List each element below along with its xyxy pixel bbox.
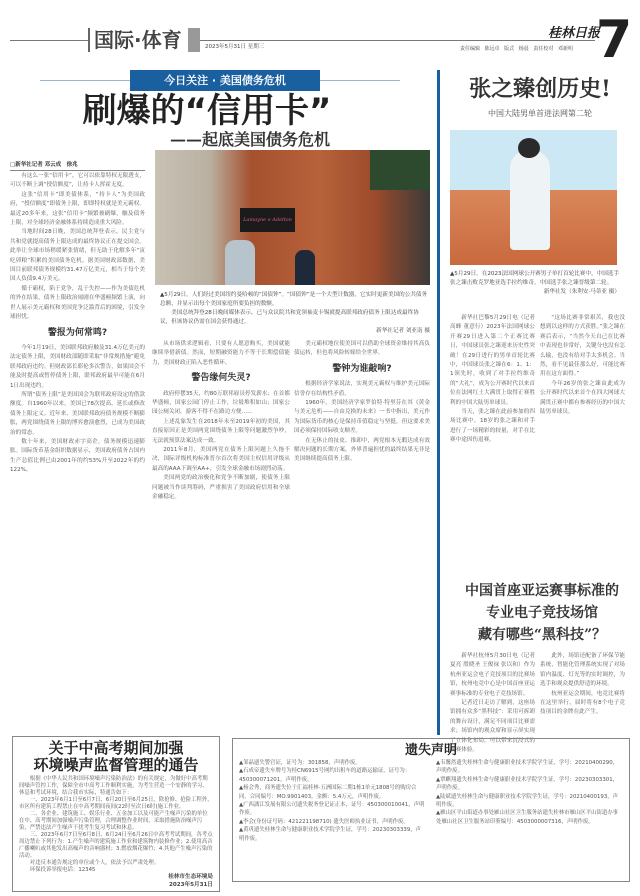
lost-item: ▲陆斌遗失桂林生命与健康职业技术学院学生证，学号：20210400193，声明作废。	[436, 793, 619, 809]
lead-headline: 刷爆的“信用卡”	[82, 91, 332, 131]
page-number: 7	[596, 10, 633, 70]
section-marker	[188, 28, 200, 52]
header-rule	[10, 40, 88, 41]
paragraph: 记者近日走访了解到，这座场馆拥有众多“黑科技”：采用可拆卸的舞台设计，满足不同项目比赛需求；场馆内的观众席和显示屏实现了立体化布局，可以带来沉浸式的观赛体验。	[450, 700, 535, 754]
paragraph: 1960年，美国经济学家罗伯特·特里芬在其《黄金与美元危机——自由兑换的未来》一书中指出，美元作为国际货币的核心是保持币值稳定与坚挺，但这要求美国必须保持国际收支顺差。	[294, 400, 430, 435]
lost-item: ▲黄巩遗失桂林生命与健康职业技术学院学生证，学号：20230303339，声明作废。	[239, 827, 422, 842]
lost-notices	[232, 738, 630, 882]
paragraph: 对违反本通告规定的单位或个人，依法予以严肃处理。	[29, 860, 160, 866]
lost-item: ▲广西漓江发展有限公司遗失税务登记证正本，证号：450300010041，声明作废。	[239, 802, 425, 817]
lead-column-3	[294, 340, 430, 732]
debt-clock-photo	[155, 150, 430, 285]
paragraph: 环保投诉举报电话：12345	[29, 867, 96, 873]
caption-text: ▲5月29日，人们经过美国纽约曼哈顿的“国债钟”。“国债钟”是一个大型计数器，它实时更新美国的公共债务总额，并显示出每个美国家庭所要负担的数额。	[160, 292, 428, 307]
paragraph: 三、2023年6月7日至6月8日、6月24日至6月26日中高考考试期间，各考点周边禁止下列行为：1.产生噪声的建筑施工作业和建筑物内装修作业；2.使用高音广播喇叭或其他发出高噪声的音响器材；3.燃放烟花爆竹；4.其他产生噪声污染的活动。	[19, 832, 213, 859]
player	[510, 150, 550, 250]
feature-column-1	[450, 652, 535, 754]
paragraph: 此外，场馆还配备了环保节能系统，智能化管理系统实现了对场馆内温度、灯光等的实时调控，为选手和观众提供舒适的环境。	[540, 653, 625, 688]
photo-credit: 新华社发（朱利安·马蒂亚 摄）	[543, 289, 620, 295]
photo-caption	[160, 291, 430, 336]
sports-photo-caption	[450, 270, 620, 297]
issue-date: 2023年5月31日 星期三	[205, 44, 265, 50]
paragraph: 数十年来，美国财政赤字高企，债务规模迅速膨胀。国际货币基金组织数据显示，美国政府债务占国内生产总值比例已由2001年的约53%升至2022年的约122%。	[10, 438, 145, 474]
player-head	[518, 138, 540, 158]
notice-title: 关于中高考期间加强	[48, 739, 184, 757]
lost-item: ▲李会(身份证号码：421221198710) 遗失医师执业证书，声明作废。	[239, 818, 409, 825]
paragraph: 新华社巴黎5月29日电（记者 高蜂 董意行）2023年法国网球公开赛29日进入第二个正赛比赛日，中国球员张之臻迎来历史性突破！在29日进行的男单首轮比赛中，中国球员张之臻在6：1、1：1领先时，收到了对手拉约维奇的“大礼”，成为公开赛时代以来首位在法网红土大满贯上取得正赛胜利的中国大陆男单球员。	[450, 315, 535, 406]
sports-column-2	[540, 314, 625, 570]
paragraph: 当地时间28日晚，美国总统拜登表示，民主党与共和党就提高债务上限达成的最终协议正在提交国会。此举让全球市场稍缓紧张情绪，但无助于化解多年“寅吃卯粮”积累的美国债务危机。据美国财政部数据，美国目前联邦债务规模约31.47万亿美元，相当于每个美国人负债9.4万美元。	[10, 229, 145, 283]
noise-notice	[12, 736, 220, 892]
sports-column-1	[450, 314, 535, 570]
headline-line: 藏有哪些“黑科技”？	[477, 627, 607, 643]
lost-item: ▲石成帝遗失车牌号为桂CN6915号网约出租车的道路运输证，证号为：450300071201，声明作废。	[239, 768, 411, 783]
lead-column-1	[10, 172, 145, 732]
paragraph: 有这么一张“信用卡”，它可以依靠特权无限透支，可以不断上调“授信额度”，让持卡人挥霍无度。	[10, 173, 145, 189]
editors-credit: 责任编辑 陈远卓 版式 杨晨 责任校对 邓新明	[460, 46, 573, 52]
paragraph: 根据《中华人民共和国环境噪声污染防治法》的有关规定，为做好中高考期间噪声管控工作，保障全市中高考工作顺利实施，为考生营造一个安静的学习、休息和考试环境，结合我市实际，特通告如下：	[19, 776, 208, 796]
paragraph: 当天，张之臻在此前参加的四场比赛中，18岁的张之臻和对手进行了一场精彩的较量，对手在比赛中途因伤退赛。	[450, 409, 535, 444]
notice-issuer: 桂林市生态环境局	[168, 874, 213, 880]
paragraph: 新华社杭州5月30日电（记者 夏亮 殷晓圣 王俊禄 张以和）作为杭州亚运会电子竞技项目的比赛场馆，杭州电竞中心是中国首座亚运赛事标准的专业电子竞技场馆。	[450, 653, 535, 697]
lead-column-2	[152, 340, 290, 732]
lead-subheadline: ——起底美国债务危机	[170, 130, 331, 149]
pedestrian	[225, 240, 255, 285]
topic-banner: 今日关注 · 美国债务危机	[130, 70, 320, 91]
tennis-photo	[450, 130, 617, 265]
photo-credit: 新华社记者 刘亚南 摄	[376, 328, 430, 334]
paragraph: 从市场供求逻辑看，只要有人愿意购买，美国就能继续举借新债。然而，短期融资能力不等于长期偿债能力，美国财政正陷入恶性循环。	[152, 341, 290, 366]
shop-sign: Lamayne e Adelton	[240, 208, 295, 232]
lost-item: ▲韦馨然遗失桂林生命与健康职业技术学院学生证，学号：20210400290，声明作废。	[436, 760, 619, 775]
notice-date: 2023年5月31日	[168, 881, 213, 888]
paragraph: “这场比赛非常艰苦，我也没想到以这样的方式获胜。”张之臻在赛后表示，“当然今天自己在比赛中表现也非常好，关键分也没有怎么输，也没有给对手太多机会。当然，看不见最佳那么好，可能比赛用在这方面得。”	[540, 315, 625, 378]
pedestrian	[295, 250, 315, 285]
section-heading: 警报为何常鸣?	[47, 327, 108, 338]
lost-item: ▲杨会秀，商务遗失位于汇福桂林·五洲国际二期1栋1单元1808号的购房合同，合同编号：MO.9901403，金额：5.4万元，声明作废。	[239, 785, 417, 800]
notice-title: 环境噪声监督管理的通告	[33, 756, 199, 774]
lost-title: 遗失声明	[404, 743, 457, 758]
newspaper-logo: 桂林日报	[548, 26, 601, 41]
paragraph: 所谓“债务上限”是美国国会为联邦政府设定的借款额度。自1960年以来，美国已78次提高、延长或修改债务上限定义。近年来，美国联邦政府债务规模不断膨胀，两党围绕债务上限的博弈愈演愈烈，已成为美国政治的常态。	[10, 391, 145, 436]
caption-text: ▲5月29日，在2023法国网球公开赛男子单打首轮比赛中，中国选手张之臻击败克罗地亚选手拉约维奇。中国选手张之臻晋级第二轮。	[450, 271, 620, 286]
sports-headline: 张之臻创历史!	[469, 76, 611, 102]
debt-clock-sign	[370, 150, 430, 190]
section-title: 国际·体育	[88, 28, 182, 52]
paragraph: 循于霸权，陷于党争，乱于失控——作为美债危机的外在结果，债务上限政治闹剧在华盛顿频繁上演，向世人展示美元霸权和美国党争泛滥背后的困境，引发全球担忧。	[10, 285, 145, 321]
column-divider	[437, 70, 440, 735]
paragraph: 一、2023年6月1日至6月7日、6月20日至6月25日，除抢修、抢险工程外，市区所有建筑工程禁止在中高考期间夜间(22时至次日6时)施工作业。	[19, 797, 213, 810]
header-rule	[200, 40, 595, 41]
byline: □新华社记者 邓云成 徐兆	[10, 160, 145, 171]
notice-body	[19, 776, 213, 874]
headline-line: 专业电子竞技场馆	[486, 605, 598, 621]
lost-item: ▲覃麒翔遗失桂林生命与健康职业技术学院学生证，学号：20230303301，声明作废。	[436, 776, 619, 792]
paragraph: 美元霸权地位使美国可以借助全球资金维持其高负债运转，但也将风险转嫁给全世界。	[294, 341, 430, 357]
lost-item: ▲邹晶遗失警官证，证号为：301858，声明作废。	[239, 760, 361, 766]
headline-line: 中国首座亚运赛事标准的	[465, 583, 619, 599]
lost-items	[239, 759, 623, 877]
feature-headline	[452, 580, 632, 646]
lost-item: ▲雁山区平山街道办事处雁山社区卫生服务站遗失桂林市雁山区平山街道办事处雁山社区卫生服务站印鉴编号：4503000007316，声明作废。	[436, 810, 619, 825]
paragraph: 今年1月19日，美国联邦政府触及31.4万亿美元的法定债务上限，美国财政部随即采取“非常规措施”避免联邦政府违约。但财政部长耶伦多次警告，如果国会不能及时提高或暂停债务上限，联邦政府最早可能在6月1日出现违约。	[10, 344, 146, 389]
paragraph: 政府停摆35天，约80万联邦雇员停发薪水；在首都华盛顿，国家公园门停止工作，垃圾堆积如山；国家公园公厕关闭，游客不得不在路边方便……	[152, 390, 290, 416]
section-heading: 警告缘何失灵?	[191, 373, 251, 384]
paragraph: 上述乱象发生在2018年末至2019年初的美国，其直接原因正是美国两党围绕债务上限等问题激烈争吵，无法就预算法案达成一致。	[152, 418, 290, 444]
paragraph: 2011年8月，美国两党在债务上限问题上久拖不决，国际评级机构标准普尔首次将美国主权信用评级从最高的AAA下调至AA+，引发全球金融市场剧烈动荡。	[152, 447, 290, 472]
section-heading: 警钟为谁敲响?	[332, 363, 392, 374]
feature-column-2	[540, 652, 625, 732]
sports-subheadline: 中国大陆男单首进法网第二轮	[488, 109, 592, 118]
paragraph: 美国两党的政治极化和党争不断加剧，使债务上限问题被当作谈判筹码，严重损害了美国政府信用和全球金融稳定。	[152, 475, 290, 501]
caption-text: 美国总统拜登28日晚间媒体表示，已与众议院共和党领袖麦卡锡就提高联邦政府债务上限达成最终协议，但该协议仍需在国会获得通过。	[160, 310, 419, 325]
paragraph: 二、各企业、建筑施工、娱乐行业、五金加工以及可能产生噪声污染的单位在中、高考期间加强噪声污染管理，合理调整作业时间，采取措施防治噪声污染，严禁违法产生噪声干扰考生复习考试和休息。	[19, 811, 208, 831]
paragraph: 在无休止的扯皮、推卸中，两党根本无暇达成有效解决问题的长期方案，外界普遍担忧的最终结果无非是美国继续提高债务上限。	[294, 437, 430, 463]
paragraph: 今年26岁的张之臻由此成为公开赛时代以来首个在四大网球大满贯正赛中都有参赛经历的中国大陆男单球员。	[540, 380, 625, 416]
paragraph: 这张“信用卡”即美债体系，“持卡人”为美国政府，“授信额度”即债务上限，即即特权就是美元霸权。最近20多年来，这张“信用卡”频繁被刷爆，触及债务上限，对全球经济金融体系持续造成重大风险。	[10, 191, 145, 227]
paragraph: 杭州亚运会期间，电竞比赛将在这里举行，届时将有8个电子竞技项目的金牌在此产生。	[540, 690, 625, 716]
paragraph: 根据经济学家说法，实现美元霸权与维护美元国际信誉存在结构性矛盾。	[294, 381, 430, 397]
